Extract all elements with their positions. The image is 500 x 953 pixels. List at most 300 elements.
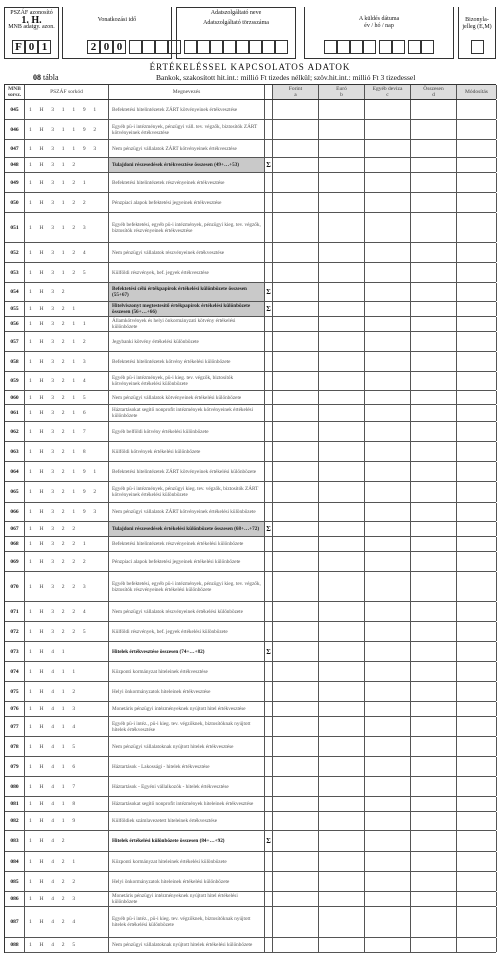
sum-marker	[265, 263, 273, 282]
cell-other-currency[interactable]	[365, 522, 411, 536]
cell-total[interactable]	[411, 302, 457, 316]
row-description: Külföldi részvények, bef. jegyek értékelési különbözete	[109, 622, 265, 641]
cell-forint[interactable]	[273, 100, 319, 119]
provider-cell[interactable]	[210, 40, 223, 54]
cell-forint[interactable]	[273, 283, 319, 301]
cell-total[interactable]	[411, 522, 457, 536]
cell-total[interactable]	[411, 602, 457, 621]
cell-other-currency[interactable]	[365, 302, 411, 316]
cell-other-currency[interactable]	[365, 352, 411, 371]
cell-modification[interactable]	[457, 482, 497, 502]
cell-other-currency[interactable]	[365, 100, 411, 119]
cell-modification[interactable]	[457, 702, 497, 716]
table-row	[5, 737, 496, 757]
cell-forint[interactable]	[273, 442, 319, 461]
row-code: 1 H 3 2 1 2	[25, 332, 109, 351]
date-cell[interactable]	[379, 40, 392, 54]
cell-forint[interactable]	[273, 797, 319, 811]
code-cell[interactable]: 1	[38, 40, 51, 54]
cell-forint[interactable]	[273, 422, 319, 441]
row-code: 1 H 4 2 2	[25, 872, 109, 891]
cell-forint[interactable]	[273, 405, 319, 421]
cell-forint[interactable]	[273, 757, 319, 776]
cell-forint[interactable]	[273, 831, 319, 851]
cell-other-currency[interactable]	[365, 872, 411, 891]
cell-euro[interactable]	[319, 442, 365, 461]
cell-modification[interactable]	[457, 662, 497, 681]
cell-modification[interactable]	[457, 797, 497, 811]
cell-total[interactable]	[411, 442, 457, 461]
cell-total[interactable]	[411, 552, 457, 571]
cell-total[interactable]	[411, 263, 457, 282]
cell-other-currency[interactable]	[365, 852, 411, 871]
row-number: 045	[5, 100, 25, 119]
cell-modification[interactable]	[457, 100, 497, 119]
cell-modification[interactable]	[457, 243, 497, 262]
cell-modification[interactable]	[457, 938, 497, 952]
cell-modification[interactable]	[457, 872, 497, 891]
cell-forint[interactable]	[273, 522, 319, 536]
row-number: 054	[5, 283, 25, 301]
sum-marker	[265, 317, 273, 331]
period-cell[interactable]: 0	[100, 40, 113, 54]
cell-modification[interactable]	[457, 737, 497, 756]
cell-modification[interactable]	[457, 302, 497, 316]
cell-other-currency[interactable]	[365, 140, 411, 157]
cell-total[interactable]	[411, 391, 457, 404]
cell-forint[interactable]	[273, 572, 319, 601]
period-cell[interactable]	[129, 40, 142, 54]
cell-total[interactable]	[411, 852, 457, 871]
cell-forint[interactable]	[273, 872, 319, 891]
cell-forint[interactable]	[273, 193, 319, 212]
cell-euro[interactable]	[319, 317, 365, 331]
row-number: 074	[5, 662, 25, 681]
table-row	[5, 717, 496, 737]
row-code: 1 H 3 2 2 4	[25, 602, 109, 621]
period-cell[interactable]	[142, 40, 155, 54]
cell-other-currency[interactable]	[365, 572, 411, 601]
cell-forint[interactable]	[273, 777, 319, 796]
cell-euro[interactable]	[319, 572, 365, 601]
row-code: 1 H 3 2 2 2	[25, 552, 109, 571]
table-row	[5, 405, 496, 422]
cell-modification[interactable]	[457, 140, 497, 157]
cell-total[interactable]	[411, 173, 457, 192]
cell-forint[interactable]	[273, 173, 319, 192]
cell-total[interactable]	[411, 352, 457, 371]
cell-modification[interactable]	[457, 537, 497, 551]
table-row	[5, 100, 496, 120]
cell-modification[interactable]	[457, 283, 497, 301]
cell-other-currency[interactable]	[365, 938, 411, 952]
cell-other-currency[interactable]	[365, 831, 411, 851]
cell-modification[interactable]	[457, 602, 497, 621]
sum-marker	[265, 938, 273, 952]
cell-total[interactable]	[411, 682, 457, 701]
table-row	[5, 193, 496, 213]
confidential-cell[interactable]	[471, 40, 484, 54]
cell-euro[interactable]	[319, 503, 365, 521]
cell-other-currency[interactable]	[365, 372, 411, 390]
cell-other-currency[interactable]	[365, 537, 411, 551]
table-row	[5, 120, 496, 140]
cell-modification[interactable]	[457, 777, 497, 796]
row-number: 050	[5, 193, 25, 212]
cell-other-currency[interactable]	[365, 737, 411, 756]
cell-euro[interactable]	[319, 120, 365, 139]
cell-other-currency[interactable]	[365, 317, 411, 331]
cell-euro[interactable]	[319, 831, 365, 851]
row-code: 1 H 4 1 6	[25, 757, 109, 776]
cell-total[interactable]	[411, 120, 457, 139]
cell-forint[interactable]	[273, 737, 319, 756]
identifier-sub: MNB adatgy. azon.	[8, 24, 55, 30]
cell-euro[interactable]	[319, 100, 365, 119]
cell-modification[interactable]	[457, 372, 497, 390]
cell-modification[interactable]	[457, 352, 497, 371]
cell-forint[interactable]	[273, 702, 319, 716]
cell-forint[interactable]	[273, 892, 319, 906]
row-code: 1 H 3 1 1 9 2	[25, 120, 109, 139]
cell-euro[interactable]	[319, 892, 365, 906]
cell-forint[interactable]	[273, 158, 319, 172]
cell-other-currency[interactable]	[365, 283, 411, 301]
cell-modification[interactable]	[457, 462, 497, 481]
cell-total[interactable]	[411, 717, 457, 736]
cell-forint[interactable]	[273, 302, 319, 316]
cell-modification[interactable]	[457, 442, 497, 461]
cell-total[interactable]	[411, 193, 457, 212]
cell-modification[interactable]	[457, 158, 497, 172]
provider-cell[interactable]	[184, 40, 197, 54]
cell-euro[interactable]	[319, 872, 365, 891]
cell-euro[interactable]	[319, 332, 365, 351]
provider-cell[interactable]	[262, 40, 275, 54]
date-cell[interactable]	[337, 40, 350, 54]
cell-modification[interactable]	[457, 213, 497, 242]
sum-marker	[265, 422, 273, 441]
cell-total[interactable]	[411, 572, 457, 601]
cell-total[interactable]	[411, 213, 457, 242]
cell-forint[interactable]	[273, 812, 319, 830]
cell-total[interactable]	[411, 702, 457, 716]
provider-cell[interactable]	[236, 40, 249, 54]
cell-modification[interactable]	[457, 503, 497, 521]
cell-forint[interactable]	[273, 907, 319, 937]
cell-total[interactable]	[411, 872, 457, 891]
cell-other-currency[interactable]	[365, 622, 411, 641]
cell-other-currency[interactable]	[365, 777, 411, 796]
cell-euro[interactable]	[319, 372, 365, 390]
cell-modification[interactable]	[457, 622, 497, 641]
cell-forint[interactable]	[273, 243, 319, 262]
cell-other-currency[interactable]	[365, 552, 411, 571]
cell-forint[interactable]	[273, 503, 319, 521]
cell-total[interactable]	[411, 503, 457, 521]
cell-forint[interactable]	[273, 602, 319, 621]
cell-modification[interactable]	[457, 717, 497, 736]
cell-forint[interactable]	[273, 852, 319, 871]
cell-euro[interactable]	[319, 717, 365, 736]
cell-other-currency[interactable]	[365, 462, 411, 481]
cell-modification[interactable]	[457, 757, 497, 776]
code-cell[interactable]: 0	[25, 40, 38, 54]
cell-euro[interactable]	[319, 777, 365, 796]
cell-forint[interactable]	[273, 938, 319, 952]
cell-total[interactable]	[411, 482, 457, 502]
cell-total[interactable]	[411, 332, 457, 351]
cell-euro[interactable]	[319, 938, 365, 952]
cell-forint[interactable]	[273, 120, 319, 139]
cell-euro[interactable]	[319, 522, 365, 536]
table-row	[5, 892, 496, 907]
cell-modification[interactable]	[457, 852, 497, 871]
row-number: 058	[5, 352, 25, 371]
cell-forint[interactable]	[273, 332, 319, 351]
cell-euro[interactable]	[319, 283, 365, 301]
cell-total[interactable]	[411, 100, 457, 119]
cell-euro[interactable]	[319, 482, 365, 502]
col-header-desc: Megnevezés	[109, 85, 265, 99]
cell-modification[interactable]	[457, 682, 497, 701]
cell-total[interactable]	[411, 757, 457, 776]
provider-cell[interactable]	[223, 40, 236, 54]
cell-total[interactable]	[411, 283, 457, 301]
table-row	[5, 642, 496, 662]
code-cell[interactable]: F	[12, 40, 25, 54]
cell-euro[interactable]	[319, 907, 365, 937]
cell-other-currency[interactable]	[365, 213, 411, 242]
identifier-value: 1. H.	[21, 15, 42, 26]
period-code-cells	[63, 40, 171, 54]
cell-modification[interactable]	[457, 263, 497, 282]
row-description: Hitelek értékvesztése összesen (74+…+82)	[109, 642, 265, 661]
sum-marker	[265, 482, 273, 502]
cell-total[interactable]	[411, 462, 457, 481]
cell-other-currency[interactable]	[365, 158, 411, 172]
cell-modification[interactable]	[457, 317, 497, 331]
cell-euro[interactable]	[319, 552, 365, 571]
cell-modification[interactable]	[457, 522, 497, 536]
date-cell[interactable]	[324, 40, 337, 54]
cell-other-currency[interactable]	[365, 391, 411, 404]
sum-marker: Σ	[265, 831, 273, 851]
cell-total[interactable]	[411, 797, 457, 811]
date-cell[interactable]	[408, 40, 421, 54]
cell-other-currency[interactable]	[365, 702, 411, 716]
cell-forint[interactable]	[273, 642, 319, 661]
cell-forint[interactable]	[273, 317, 319, 331]
cell-total[interactable]	[411, 537, 457, 551]
cell-total[interactable]	[411, 158, 457, 172]
period-cell[interactable]	[155, 40, 168, 54]
cell-forint[interactable]	[273, 717, 319, 736]
cell-modification[interactable]	[457, 572, 497, 601]
cell-other-currency[interactable]	[365, 442, 411, 461]
cell-euro[interactable]	[319, 682, 365, 701]
table-row	[5, 622, 496, 642]
cell-other-currency[interactable]	[365, 482, 411, 502]
cell-modification[interactable]	[457, 422, 497, 441]
date-cell[interactable]	[421, 40, 434, 54]
valuation-table	[4, 84, 496, 953]
row-description: Hitelek értékelési különbözete összesen (84+…+92)	[109, 831, 265, 851]
cell-modification[interactable]	[457, 831, 497, 851]
table-row	[5, 283, 496, 302]
cell-forint[interactable]	[273, 462, 319, 481]
cell-forint[interactable]	[273, 662, 319, 681]
cell-euro[interactable]	[319, 797, 365, 811]
row-code: 1 H 4 1 2	[25, 682, 109, 701]
period-cell[interactable]: 2	[87, 40, 100, 54]
cell-total[interactable]	[411, 422, 457, 441]
cell-modification[interactable]	[457, 391, 497, 404]
sum-marker	[265, 462, 273, 481]
date-cell[interactable]	[392, 40, 405, 54]
row-code: 1 H 4 2	[25, 831, 109, 851]
cell-euro[interactable]	[319, 173, 365, 192]
row-number: 061	[5, 405, 25, 421]
provider-cell[interactable]	[197, 40, 210, 54]
cell-euro[interactable]	[319, 158, 365, 172]
row-description: Tulajdoni részesedések értékvesztése összesen (49+…+53)	[109, 158, 265, 172]
cell-other-currency[interactable]	[365, 907, 411, 937]
cell-total[interactable]	[411, 662, 457, 681]
row-code: 1 H 3 2 1 9 3	[25, 503, 109, 521]
cell-other-currency[interactable]	[365, 422, 411, 441]
cell-total[interactable]	[411, 405, 457, 421]
cell-euro[interactable]	[319, 812, 365, 830]
cell-euro[interactable]	[319, 537, 365, 551]
cell-forint[interactable]	[273, 213, 319, 242]
cell-other-currency[interactable]	[365, 682, 411, 701]
cell-modification[interactable]	[457, 173, 497, 192]
cell-forint[interactable]	[273, 552, 319, 571]
cell-euro[interactable]	[319, 422, 365, 441]
date-cell[interactable]	[350, 40, 363, 54]
row-code: 1 H 3 2 2 1	[25, 537, 109, 551]
cell-total[interactable]	[411, 642, 457, 661]
cell-total[interactable]	[411, 892, 457, 906]
cell-modification[interactable]	[457, 405, 497, 421]
cell-euro[interactable]	[319, 602, 365, 621]
cell-total[interactable]	[411, 622, 457, 641]
sum-marker	[265, 702, 273, 716]
cell-other-currency[interactable]	[365, 405, 411, 421]
cell-modification[interactable]	[457, 907, 497, 937]
cell-forint[interactable]	[273, 391, 319, 404]
row-number: 055	[5, 302, 25, 316]
cell-other-currency[interactable]	[365, 263, 411, 282]
cell-total[interactable]	[411, 812, 457, 830]
cell-euro[interactable]	[319, 622, 365, 641]
cell-euro[interactable]	[319, 757, 365, 776]
cell-forint[interactable]	[273, 140, 319, 157]
cell-forint[interactable]	[273, 372, 319, 390]
cell-modification[interactable]	[457, 642, 497, 661]
confidential-box	[458, 7, 496, 59]
cell-modification[interactable]	[457, 892, 497, 906]
cell-other-currency[interactable]	[365, 243, 411, 262]
cell-other-currency[interactable]	[365, 332, 411, 351]
cell-other-currency[interactable]	[365, 757, 411, 776]
cell-euro[interactable]	[319, 405, 365, 421]
cell-other-currency[interactable]	[365, 812, 411, 830]
provider-cell[interactable]	[275, 40, 288, 54]
cell-forint[interactable]	[273, 682, 319, 701]
cell-euro[interactable]	[319, 352, 365, 371]
cell-euro[interactable]	[319, 702, 365, 716]
cell-total[interactable]	[411, 317, 457, 331]
cell-euro[interactable]	[319, 662, 365, 681]
cell-euro[interactable]	[319, 243, 365, 262]
row-description: Befektetési hitelintézetek részvényeinek értékelési különbözete	[109, 537, 265, 551]
cell-euro[interactable]	[319, 737, 365, 756]
row-description: Nem pénzügyi vállalatok ZÁRT kötvényeinek értékelési különbözete	[109, 503, 265, 521]
cell-total[interactable]	[411, 907, 457, 937]
cell-other-currency[interactable]	[365, 602, 411, 621]
cell-euro[interactable]	[319, 140, 365, 157]
cell-euro[interactable]	[319, 263, 365, 282]
cell-other-currency[interactable]	[365, 797, 411, 811]
cell-total[interactable]	[411, 243, 457, 262]
cell-modification[interactable]	[457, 552, 497, 571]
provider-cell[interactable]	[249, 40, 262, 54]
cell-euro[interactable]	[319, 193, 365, 212]
cell-total[interactable]	[411, 777, 457, 796]
cell-modification[interactable]	[457, 812, 497, 830]
cell-other-currency[interactable]	[365, 120, 411, 139]
row-description: Pénzpiaci alapok befektetési jegyeinek értékelési különbözete	[109, 552, 265, 571]
cell-modification[interactable]	[457, 332, 497, 351]
cell-euro[interactable]	[319, 302, 365, 316]
col-header-forint-letter: a	[294, 92, 297, 98]
cell-other-currency[interactable]	[365, 662, 411, 681]
cell-modification[interactable]	[457, 120, 497, 139]
cell-other-currency[interactable]	[365, 717, 411, 736]
cell-forint[interactable]	[273, 622, 319, 641]
cell-euro[interactable]	[319, 852, 365, 871]
cell-other-currency[interactable]	[365, 173, 411, 192]
cell-total[interactable]	[411, 372, 457, 390]
cell-forint[interactable]	[273, 537, 319, 551]
cell-other-currency[interactable]	[365, 642, 411, 661]
cell-other-currency[interactable]	[365, 503, 411, 521]
cell-other-currency[interactable]	[365, 193, 411, 212]
cell-euro[interactable]	[319, 213, 365, 242]
cell-forint[interactable]	[273, 482, 319, 502]
col-header-num: MNB sorsz.	[5, 85, 25, 99]
cell-forint[interactable]	[273, 263, 319, 282]
col-header-total	[411, 85, 457, 99]
cell-other-currency[interactable]	[365, 892, 411, 906]
cell-euro[interactable]	[319, 391, 365, 404]
cell-euro[interactable]	[319, 462, 365, 481]
cell-euro[interactable]	[319, 642, 365, 661]
row-number: 078	[5, 737, 25, 756]
row-code: 1 H 3 1 2 2	[25, 193, 109, 212]
row-code: 1 H 3 1 1 9 3	[25, 140, 109, 157]
cell-total[interactable]	[411, 140, 457, 157]
cell-forint[interactable]	[273, 352, 319, 371]
cell-total[interactable]	[411, 938, 457, 952]
cell-total[interactable]	[411, 831, 457, 851]
period-cell[interactable]: 0	[113, 40, 126, 54]
cell-modification[interactable]	[457, 193, 497, 212]
cell-total[interactable]	[411, 737, 457, 756]
date-cell[interactable]	[363, 40, 376, 54]
